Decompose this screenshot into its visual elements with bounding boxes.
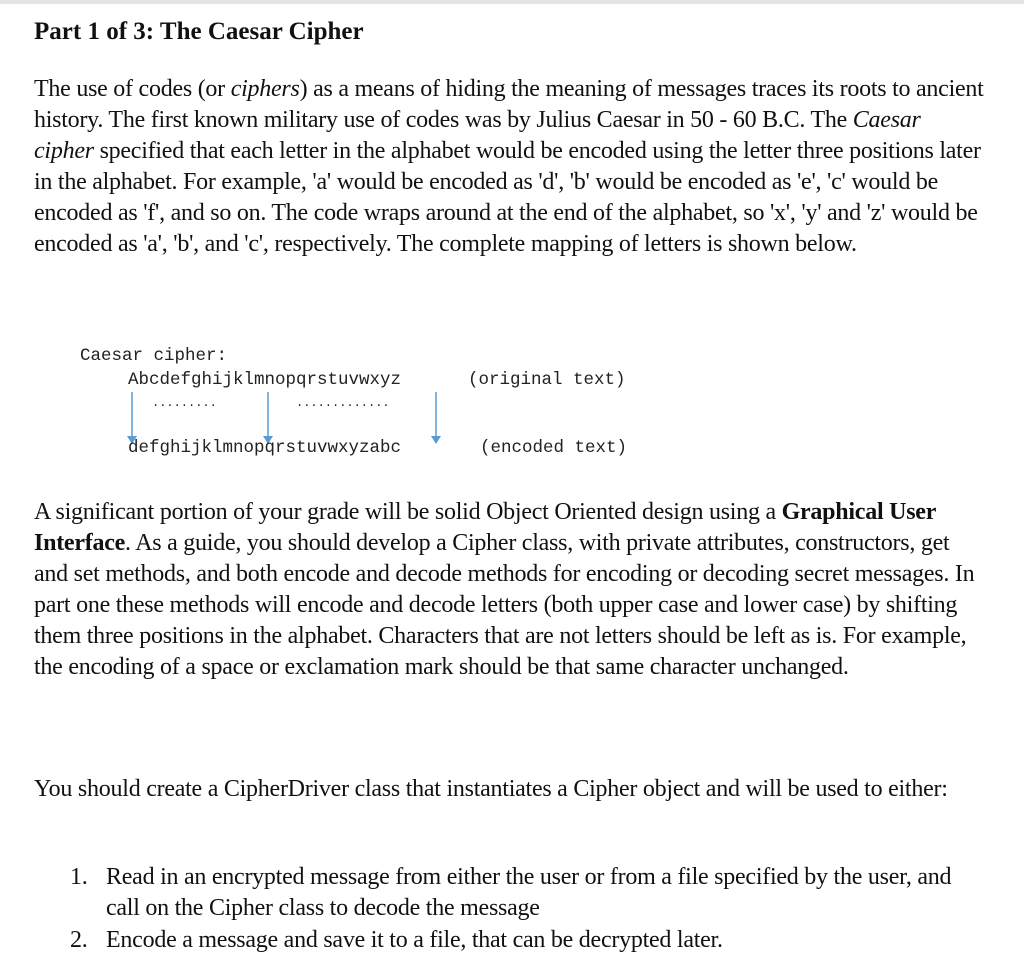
list-item-number: 2.	[70, 927, 88, 953]
list-item-number: 1.	[70, 864, 88, 890]
requirements-list	[34, 862, 984, 956]
list-item-text: Read in an encrypted message from either the user or from a file specified by the user, and call on the Cipher class to decode the message	[106, 864, 952, 921]
intro-term-caesar-cipher: Caesar cipher	[34, 107, 921, 164]
ellipsis-right: .............	[296, 396, 390, 410]
intro-text-2: ) as a means of hiding the meaning of messages traces its roots to ancient history. The first known military use of codes was by Julius Caesar in 50 - 60 B.C. The	[34, 76, 984, 133]
list-item-text: Encode a message and save it to a file, that can be decrypted later.	[106, 927, 723, 953]
arrow-left	[127, 392, 137, 444]
cipher-heading: Caesar cipher:	[80, 346, 228, 366]
ellipsis-left: .........	[152, 396, 217, 410]
encoded-label: (encoded text)	[480, 438, 628, 458]
design-paragraph	[34, 497, 984, 683]
original-alphabet: Abcdefghijklmnopqrstuvwxyz	[128, 370, 402, 390]
top-rule	[0, 0, 1024, 4]
page-title: Part 1 of 3: The Caesar Cipher	[34, 18, 364, 45]
list-item	[34, 862, 984, 924]
arrow-right	[431, 392, 441, 444]
intro-text-1: The use of codes (or	[34, 76, 231, 102]
design-term-gui: Graphical User Interface	[34, 499, 936, 556]
intro-term-ciphers: ciphers	[230, 76, 300, 102]
document-page	[34, 14, 984, 953]
design-text-2: . As a guide, you should develop a Cipher class, with private attributes, constructors, get and set methods, and both encode and decode methods for encoding or decoding secret messages. In part one these methods will encode and decode letters (both upper case and lower case) by shifting them three positions in the alphabet. Characters that are not letters should be left as is. For example, the encoding of a space or exclamation mark should be that same character unchanged.	[34, 530, 975, 680]
list-item	[34, 925, 984, 956]
intro-text-3: specified that each letter in the alphabet would be encoded using the letter three positions later in the alphabet. For example, 'a' would be encoded as 'd', 'b' would be encoded as 'e', 'c' would be encoded as 'f', and so on. The code wraps around at the end of the alphabet, so 'x', 'y' and 'z' would be encoded as 'a', 'b', and 'c', respectively. The complete mapping of letters is shown below.	[34, 138, 981, 257]
design-text-1: A significant portion of your grade will be solid Object Oriented design using a	[34, 499, 782, 525]
encoded-alphabet: defghijklmnopqrstuvwxyzabc	[128, 438, 402, 458]
arrow-middle	[263, 392, 273, 444]
original-label: (original text)	[468, 370, 626, 390]
intro-paragraph	[34, 74, 984, 260]
driver-paragraph: You should create a CipherDriver class that instantiates a Cipher object and will be used to either:	[34, 776, 948, 802]
cipher-diagram	[34, 334, 734, 474]
